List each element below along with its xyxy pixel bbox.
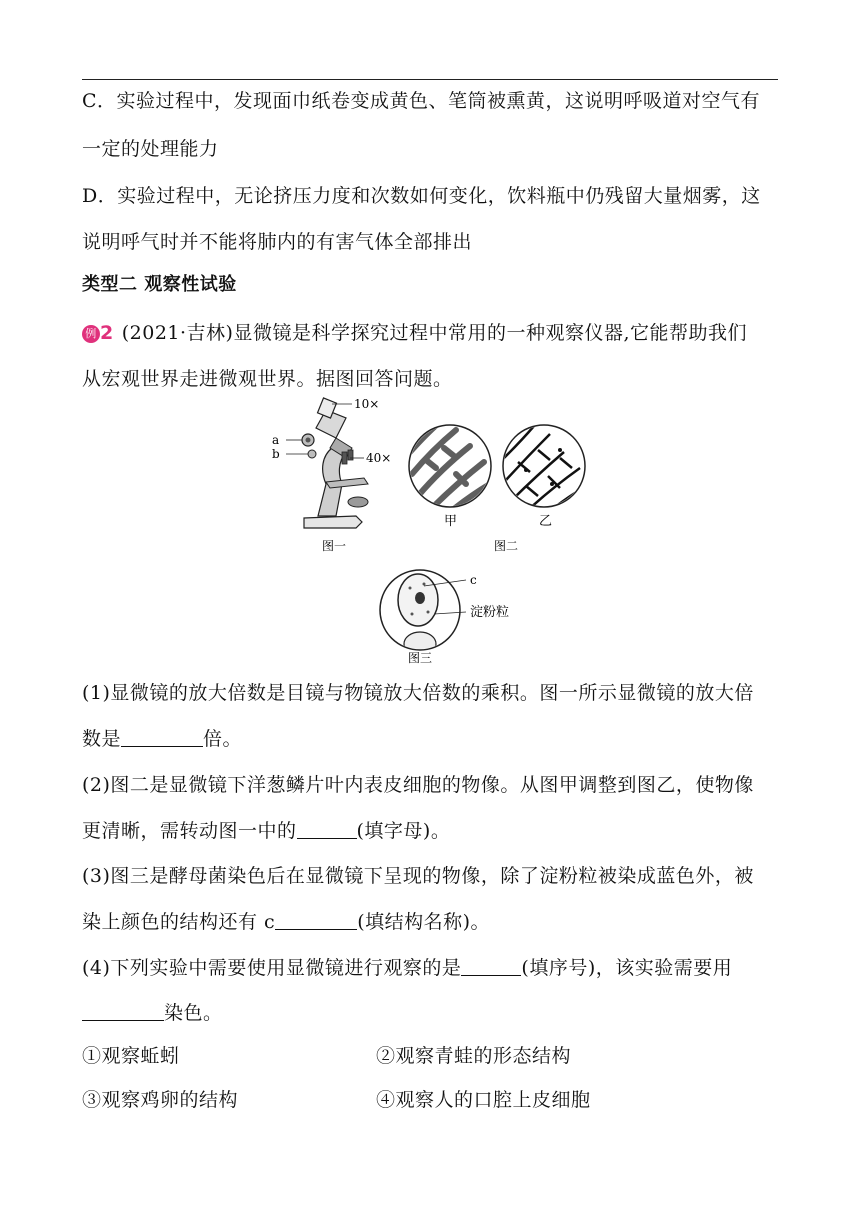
q4-prefix: (4)下列实验中需要使用显微镜进行观察的是: [82, 957, 462, 979]
objective-label: 40×: [366, 451, 392, 465]
q3-answer-blank[interactable]: [275, 909, 357, 930]
fig3-caption: 图三: [408, 651, 433, 665]
q3-prefix: 染上颜色的结构还有 c: [82, 911, 276, 933]
choice-2: ②观察青蛙的形态结构: [376, 1045, 572, 1067]
example-number: 2: [100, 322, 114, 344]
choice-4: ④观察人的口腔上皮细胞: [376, 1089, 591, 1111]
choices-row-1: [82, 1043, 572, 1069]
q1-answer-blank[interactable]: [121, 726, 203, 747]
top-rule: [82, 79, 778, 80]
section-title: 类型二 观察性试验: [82, 274, 237, 295]
cell-view-yi: [494, 425, 586, 553]
q4-suffix: 染色。: [164, 1002, 223, 1024]
choice-3: ③观察鸡卵的结构: [82, 1089, 239, 1111]
q2-line2: [82, 818, 450, 844]
option-d-line2: 说明呼气时并不能将肺内的有害气体全部排出: [82, 231, 473, 253]
yi-label: 乙: [539, 514, 553, 529]
q1-suffix: 倍。: [203, 728, 243, 750]
q4-line1: [82, 955, 732, 981]
option-c-line2: 一定的处理能力: [82, 138, 219, 160]
option-d-line1: D．实验过程中，无论挤压力度和次数如何变化，饮料瓶中仍残留大量烟雾，这: [82, 185, 761, 207]
fig1-caption: 图一: [322, 539, 347, 553]
example-line2: 从宏观世界走进微观世界。据图回答问题。: [82, 368, 453, 390]
q4-line2: [82, 1000, 223, 1026]
example-badge: 例: [82, 325, 100, 343]
label-a: a: [272, 433, 280, 447]
q3-line2: [82, 909, 490, 935]
q1-line1: (1)显微镜的放大倍数是目镜与物镜放大倍数的乘积。图一所示显微镜的放大倍: [82, 682, 754, 704]
example-line1: [82, 320, 747, 346]
fig2-caption: 图二: [494, 539, 519, 553]
jia-label: 甲: [444, 514, 458, 529]
label-c: c: [470, 573, 477, 587]
q4-answer-blank-1[interactable]: [461, 955, 521, 976]
example-text: (2021·吉林)显微镜是科学探究过程中常用的一种观察仪器,它能帮助我们: [121, 322, 747, 344]
figures-panel: [260, 392, 600, 668]
q2-prefix: 更清晰，需转动图一中的: [82, 820, 297, 842]
yeast-figure: [380, 570, 509, 665]
choice-1: ①观察蚯蚓: [82, 1045, 180, 1067]
q4-middle: (填序号)，该实验需要用: [521, 957, 733, 979]
q3-line1: (3)图三是酵母菌染色后在显微镜下呈现的物像，除了淀粉粒被染成蓝色外，被: [82, 865, 754, 887]
label-b: b: [272, 447, 280, 461]
q3-suffix: (填结构名称)。: [357, 911, 491, 933]
q4-answer-blank-2[interactable]: [82, 1000, 164, 1021]
q1-prefix: 数是: [82, 728, 122, 750]
q1-line2: [82, 726, 242, 752]
q2-line1: (2)图二是显微镜下洋葱鳞片叶内表皮细胞的物像。从图甲调整到图乙，使物像: [82, 774, 754, 796]
eyepiece-label: 10×: [354, 397, 380, 411]
microscope-figure: [272, 397, 391, 553]
q2-answer-blank[interactable]: [297, 818, 357, 839]
choices-row-2: [82, 1087, 591, 1113]
option-c-line1: C．实验过程中，发现面巾纸卷变成黄色、笔筒被熏黄，这说明呼吸道对空气有: [82, 90, 761, 112]
q2-suffix: (填字母)。: [356, 820, 451, 842]
starch-label: 淀粉粒: [470, 605, 510, 620]
cell-view-jia: [409, 422, 491, 529]
